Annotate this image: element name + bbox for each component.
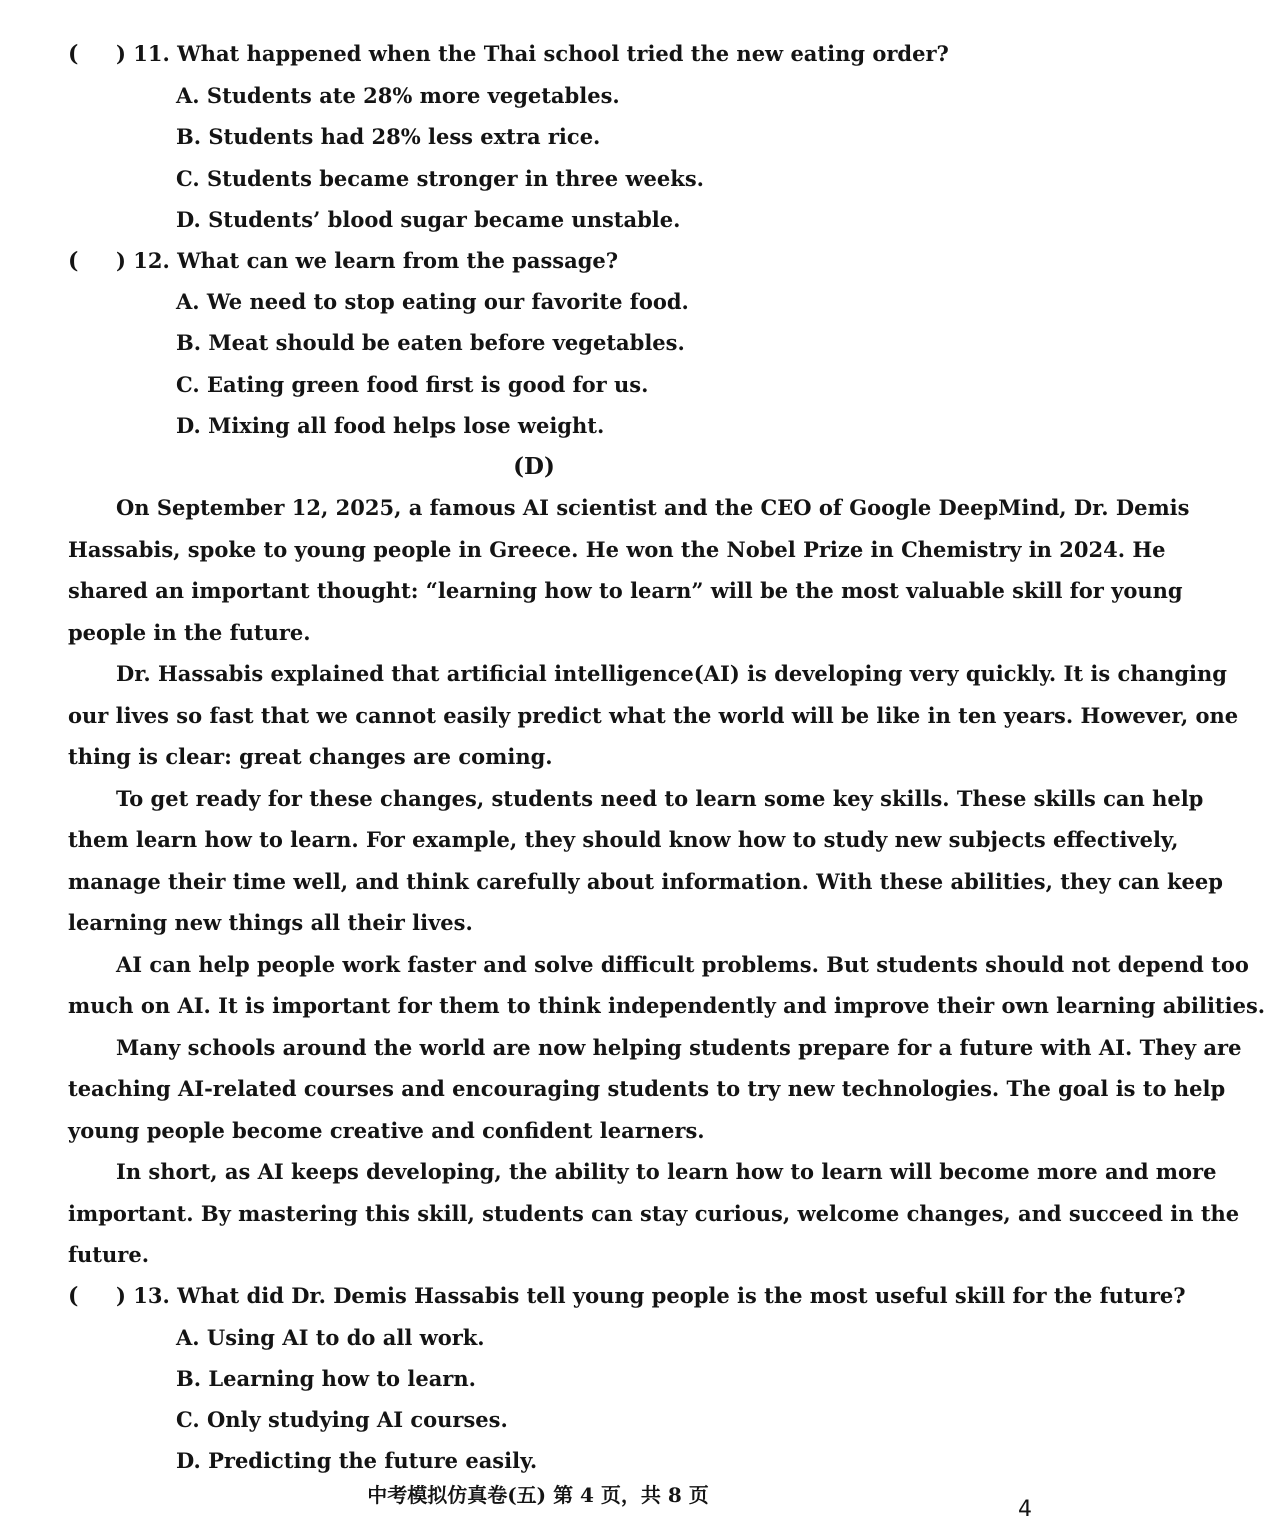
- passage-line: important. By mastering this skill, students can stay curious, welcome changes, and succeed in the: [68, 1201, 1240, 1226]
- passage-line: thing is clear: great changes are coming.: [68, 744, 553, 769]
- passage-line: On September 12, 2025, a famous AI scientist and the CEO of Google DeepMind, Dr. Demis: [116, 495, 1190, 520]
- passage-line: young people become creative and confident learners.: [68, 1118, 705, 1143]
- passage-line: Many schools around the world are now helping students prepare for a future with AI. They are: [116, 1035, 1242, 1060]
- passage-line: shared an important thought: “learning how to learn” will be the most valuable skill for young: [68, 578, 1183, 603]
- question-11-option-b[interactable]: B. Students had 28% less extra rice.: [176, 124, 601, 149]
- question-11-option-c[interactable]: C. Students became stronger in three weeks.: [176, 166, 704, 191]
- passage-line: teaching AI-related courses and encouraging students to try new technologies. The goal is to help: [68, 1076, 1226, 1101]
- section-title: (D): [513, 453, 555, 480]
- question-12-text: ) 12. What can we learn from the passage?: [116, 248, 619, 273]
- answer-bracket-11[interactable]: (: [68, 41, 79, 67]
- passage-line: them learn how to learn. For example, they should know how to study new subjects effectively,: [68, 827, 1179, 852]
- passage-line: much on AI. It is important for them to think independently and improve their own learning abilities.: [68, 993, 1265, 1018]
- question-13-option-b[interactable]: B. Learning how to learn.: [176, 1366, 476, 1391]
- passage-line: manage their time well, and think carefully about information. With these abilities, they can keep: [68, 869, 1223, 894]
- passage-line: Dr. Hassabis explained that artificial intelligence(AI) is developing very quickly. It is changing: [116, 661, 1227, 686]
- passage-line: In short, as AI keeps developing, the ability to learn how to learn will become more and more: [116, 1159, 1217, 1184]
- passage-line: people in the future.: [68, 620, 311, 645]
- passage-line: AI can help people work faster and solve difficult problems. But students should not depend too: [116, 952, 1249, 977]
- question-11-option-d[interactable]: D. Students’ blood sugar became unstable.: [176, 207, 681, 232]
- question-13-option-d[interactable]: D. Predicting the future easily.: [176, 1448, 538, 1473]
- passage-line: To get ready for these changes, students need to learn some key skills. These skills can help: [116, 786, 1204, 811]
- question-12-option-d[interactable]: D. Mixing all food helps lose weight.: [176, 413, 605, 438]
- page-number: 4: [1018, 1497, 1032, 1522]
- answer-bracket-13[interactable]: (: [68, 1283, 79, 1309]
- question-12-option-b[interactable]: B. Meat should be eaten before vegetables.: [176, 330, 685, 355]
- question-13-option-c[interactable]: C. Only studying AI courses.: [176, 1407, 508, 1432]
- passage-line: future.: [68, 1242, 150, 1267]
- question-12-option-c[interactable]: C. Eating green food first is good for us.: [176, 372, 649, 397]
- question-11-option-a[interactable]: A. Students ate 28% more vegetables.: [176, 83, 620, 108]
- question-13-text: ) 13. What did Dr. Demis Hassabis tell young people is the most useful skill for the future?: [116, 1283, 1186, 1308]
- question-12-option-a[interactable]: A. We need to stop eating our favorite food.: [176, 289, 689, 314]
- question-11-text: ) 11. What happened when the Thai school tried the new eating order?: [116, 41, 949, 66]
- answer-bracket-12[interactable]: (: [68, 248, 79, 274]
- passage-line: our lives so fast that we cannot easily predict what the world will be like in ten years. However, one: [68, 703, 1239, 728]
- passage-line: learning new things all their lives.: [68, 910, 473, 935]
- question-13-option-a[interactable]: A. Using AI to do all work.: [176, 1325, 485, 1350]
- page-footer: 中考模拟仿真卷(五) 第 4 页，共 8 页: [367, 1483, 709, 1507]
- passage-line: Hassabis, spoke to young people in Greece. He won the Nobel Prize in Chemistry in 2024. He: [68, 537, 1166, 562]
